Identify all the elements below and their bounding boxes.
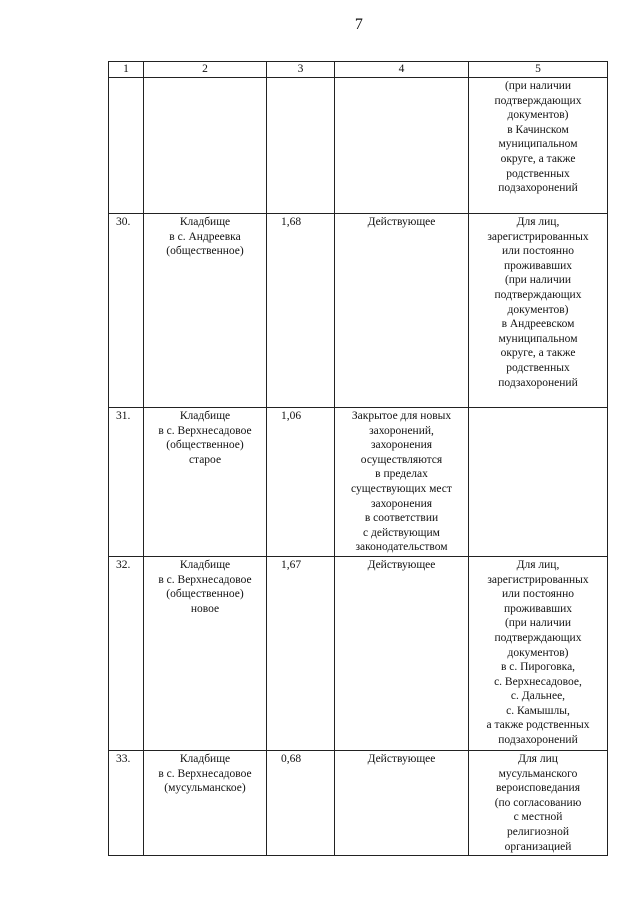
note-line: округе, а также xyxy=(500,152,576,165)
name-line: новое xyxy=(190,602,220,615)
table-row xyxy=(109,408,608,557)
note-line: подзахоронений xyxy=(498,376,578,389)
table-header-row xyxy=(109,62,608,78)
note-line: подзахоронений xyxy=(498,182,578,195)
status-line: захоронения xyxy=(370,497,433,510)
name-line: Кладбище xyxy=(179,752,231,765)
note-line: или постоянно xyxy=(502,588,574,601)
header-col-4: 4 xyxy=(335,62,469,78)
note-line: Для лиц, xyxy=(516,558,560,571)
name-line: (общественное) xyxy=(166,588,244,601)
note-line: в Андреевском xyxy=(501,318,575,331)
status-line: осуществляются xyxy=(360,453,443,466)
cell-name xyxy=(144,408,267,557)
cell-note xyxy=(469,556,608,750)
note-line: Для лиц xyxy=(518,752,558,765)
cell-name xyxy=(144,214,267,408)
status-line: существующих мест xyxy=(351,482,452,495)
note-line: подзахоронений xyxy=(498,734,578,747)
note-line: организацией xyxy=(504,840,572,853)
name-line: в с. Верхнесадовое xyxy=(158,767,252,780)
status-line: с действующим xyxy=(363,526,440,539)
note-line: религиозной xyxy=(507,825,569,838)
note-line: родственных xyxy=(506,361,570,374)
note-line: (по согласованию xyxy=(494,796,582,809)
note-line: муниципальном xyxy=(498,138,578,151)
status-line: Действующее xyxy=(367,558,436,571)
note-line: зарегистрированных xyxy=(487,230,589,243)
cell-num: 31. xyxy=(109,408,144,557)
note-line: муниципальном xyxy=(498,332,578,345)
note-line: документов) xyxy=(507,646,569,659)
note-line: подтверждающих xyxy=(494,288,582,301)
cell-note xyxy=(469,750,608,855)
cell-num: 33. xyxy=(109,750,144,855)
cell-name xyxy=(144,556,267,750)
status-line: Действующее xyxy=(367,216,436,228)
note-line: (при наличии xyxy=(504,80,572,92)
cell-note xyxy=(469,408,608,557)
cell-status xyxy=(335,78,469,214)
status-line: захоронения xyxy=(370,439,433,452)
cell-area xyxy=(267,78,335,214)
note-line: подтверждающих xyxy=(494,94,582,107)
name-line: (мусульманское) xyxy=(164,782,246,795)
header-col-3: 3 xyxy=(267,62,335,78)
table-row-continuation xyxy=(109,78,608,214)
header-col-1: 1 xyxy=(109,62,144,78)
name-line: (общественное) xyxy=(166,439,244,452)
name-line: Кладбище xyxy=(179,410,231,422)
note-line: (при наличии xyxy=(504,274,572,287)
note-line: в Качинском xyxy=(507,123,569,136)
note-line: подтверждающих xyxy=(494,631,582,644)
cell-note xyxy=(469,78,608,214)
header-col-5: 5 xyxy=(469,62,608,78)
cell-status xyxy=(335,750,469,855)
header-col-2: 2 xyxy=(144,62,267,78)
note-line: проживавших xyxy=(503,602,573,615)
cell-num: 30. xyxy=(109,214,144,408)
note-line: с местной xyxy=(513,811,563,824)
note-line: документов) xyxy=(507,303,569,316)
cell-status xyxy=(335,556,469,750)
table-row xyxy=(109,556,608,750)
status-line: законодательством xyxy=(355,541,448,554)
name-line: в с. Верхнесадовое xyxy=(158,573,252,586)
note-line: Для лиц, xyxy=(516,216,560,228)
note-line: вероисповедания xyxy=(496,782,580,795)
name-line: Кладбище xyxy=(179,216,231,228)
note-line: документов) xyxy=(507,109,569,122)
cemetery-table xyxy=(108,61,608,856)
note-line: а также родственных xyxy=(486,719,590,732)
cell-num xyxy=(109,78,144,214)
status-line: Действующее xyxy=(367,752,436,765)
note-line: с. Верхнесадовое, xyxy=(494,675,582,688)
cell-area: 1,68 xyxy=(267,214,335,408)
note-line: (при наличии xyxy=(504,617,572,630)
cell-status xyxy=(335,408,469,557)
name-line: (общественное) xyxy=(166,245,244,258)
note-line: мусульманского xyxy=(498,767,578,780)
name-line: Кладбище xyxy=(179,558,231,571)
status-line: захоронений, xyxy=(369,424,434,437)
name-line: старое xyxy=(188,453,222,466)
cell-status xyxy=(335,214,469,408)
cell-area: 1,06 xyxy=(267,408,335,557)
table-row xyxy=(109,214,608,408)
note-line: зарегистрированных xyxy=(487,573,589,586)
table-row xyxy=(109,750,608,855)
cell-area: 0,68 xyxy=(267,750,335,855)
status-line: в соответствии xyxy=(364,512,439,525)
note-line: проживавших xyxy=(503,259,573,272)
page-number: 7 xyxy=(354,16,364,33)
note-line: с. Камышлы, xyxy=(506,704,570,717)
note-line: или постоянно xyxy=(502,245,574,258)
status-line: Закрытое для новых xyxy=(351,410,452,422)
note-line: с. Дальнее, xyxy=(510,690,566,703)
name-line: в с. Андреевка xyxy=(169,230,241,243)
cell-area: 1,67 xyxy=(267,556,335,750)
note-line: в с. Пироговка, xyxy=(500,661,576,674)
note-line: округе, а также xyxy=(500,347,576,360)
cell-num: 32. xyxy=(109,556,144,750)
cell-note xyxy=(469,214,608,408)
note-line: родственных xyxy=(506,167,570,180)
cell-name xyxy=(144,78,267,214)
status-line: в пределах xyxy=(375,468,428,481)
name-line: в с. Верхнесадовое xyxy=(158,424,252,437)
cell-name xyxy=(144,750,267,855)
